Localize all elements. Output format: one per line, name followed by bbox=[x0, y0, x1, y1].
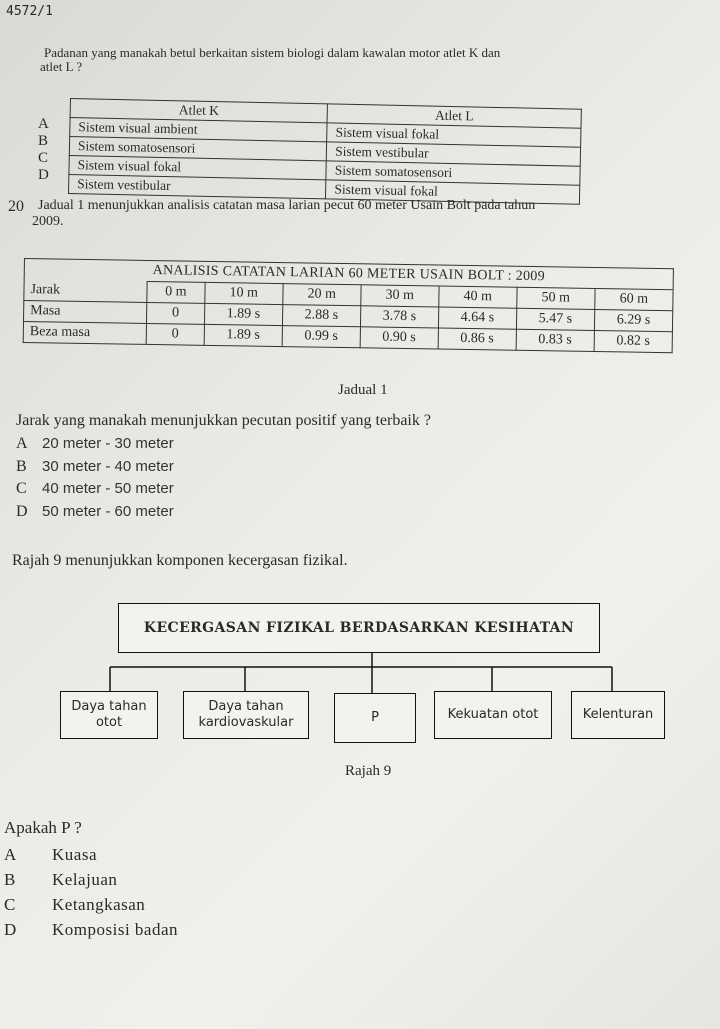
diagram-daya-tahan-otot: Daya tahan otot bbox=[60, 691, 158, 739]
q19-cell-c-l: Sistem somatosensori bbox=[326, 161, 580, 185]
q22-option-a[interactable] bbox=[4, 842, 178, 867]
q21-intro: Rajah 9 menunjukkan komponen kecergasan fizikal. bbox=[12, 552, 348, 569]
q20-beza-1: 1.89 s bbox=[204, 324, 282, 346]
q22-options bbox=[4, 842, 178, 942]
q22-option-c-text: Ketangkasan bbox=[52, 895, 146, 914]
q22-option-b[interactable] bbox=[4, 867, 178, 892]
q20-row-masa-label: Masa bbox=[24, 301, 147, 324]
q20-table-title: ANALISIS CATATAN LARIAN 60 METER USAIN BOLT : 2009 bbox=[24, 259, 673, 290]
q22-option-d-letter: D bbox=[4, 920, 17, 939]
q19-cell-b-k: Sistem somatosensori bbox=[69, 137, 327, 161]
q20-beza-4: 0.86 s bbox=[438, 328, 516, 350]
q20-masa-6: 6.29 s bbox=[594, 309, 673, 331]
q19-table bbox=[68, 98, 582, 205]
q20-masa-1: 1.89 s bbox=[204, 303, 282, 325]
q19-cell-a-l: Sistem visual fokal bbox=[327, 123, 581, 147]
q20-option-b[interactable] bbox=[16, 456, 174, 479]
q19-header-atlet-k: Atlet K bbox=[70, 99, 328, 123]
q20-option-c-text: 40 meter - 50 meter bbox=[42, 480, 174, 497]
q20-question: Jarak yang manakah menunjukkan pecutan positif yang terbaik ? bbox=[16, 412, 431, 429]
q20-text-line2: 2009. bbox=[32, 214, 64, 229]
q20-jarak-5: 50 m bbox=[517, 287, 595, 309]
q19-intro bbox=[40, 45, 664, 74]
q19-letter-a: A bbox=[38, 116, 49, 132]
q20-beza-3: 0.90 s bbox=[360, 327, 438, 349]
q19-letter-b: B bbox=[38, 133, 49, 149]
q20-option-a-letter: A bbox=[16, 435, 28, 452]
q22-option-b-text: Kelajuan bbox=[52, 870, 118, 889]
q20-option-c[interactable] bbox=[16, 478, 174, 501]
q19-cell-c-k: Sistem visual fokal bbox=[69, 155, 327, 179]
q20-options bbox=[16, 433, 174, 523]
q19-cell-b-l: Sistem vestibular bbox=[327, 142, 581, 166]
q20-option-b-letter: B bbox=[16, 457, 27, 475]
q19-cell-a-k: Sistem visual ambient bbox=[70, 118, 328, 142]
q20-option-d[interactable] bbox=[16, 501, 174, 524]
q20-number: 20 bbox=[8, 198, 24, 215]
q20-beza-6: 0.82 s bbox=[594, 330, 673, 352]
q20-table-caption: Jadual 1 bbox=[338, 382, 388, 398]
q22-question: Apakah P ? bbox=[4, 818, 82, 837]
q22-option-a-letter: A bbox=[4, 845, 17, 864]
q21-diagram bbox=[0, 595, 720, 765]
q19-intro-line1: Padanan yang manakah betul berkaitan sistem biologi dalam kawalan motor atlet K dan bbox=[44, 45, 501, 60]
q20-text-line1: Jadual 1 menunjukkan analisis catatan masa larian pecut 60 meter Usain Bolt pada tahun bbox=[38, 198, 536, 213]
q20-option-a[interactable] bbox=[16, 433, 174, 456]
q20-jarak-2: 20 m bbox=[283, 284, 361, 306]
q20-option-d-text: 50 meter - 60 meter bbox=[42, 502, 174, 520]
page-code: 4572/1 bbox=[6, 4, 53, 19]
q20-masa-4: 4.64 s bbox=[438, 307, 516, 329]
q21-caption: Rajah 9 bbox=[345, 763, 392, 779]
q22-option-b-letter: B bbox=[4, 870, 16, 889]
q20-table bbox=[23, 258, 674, 353]
diagram-kekuatan-otot: Kekuatan otot bbox=[434, 691, 552, 739]
diagram-p: P bbox=[334, 693, 416, 743]
q20-masa-2: 2.88 s bbox=[282, 305, 360, 327]
q19-letter-c: C bbox=[38, 150, 49, 166]
q20-option-b-text: 30 meter - 40 meter bbox=[42, 457, 174, 475]
q20-row-beza-label: Beza masa bbox=[23, 322, 146, 345]
q20-text bbox=[32, 198, 678, 230]
q20-jarak-6: 60 m bbox=[595, 288, 674, 310]
q22-option-d-text: Komposisi badan bbox=[52, 920, 179, 939]
q20-jarak-3: 30 m bbox=[361, 285, 439, 307]
diagram-kelenturan: Kelenturan bbox=[571, 691, 665, 739]
q20-masa-5: 5.47 s bbox=[516, 308, 594, 330]
q20-jarak-4: 40 m bbox=[439, 286, 517, 308]
q19-cell-d-l: Sistem visual fokal bbox=[326, 180, 580, 204]
q22-option-a-text: Kuasa bbox=[52, 845, 97, 864]
q20-jarak-0: 0 m bbox=[147, 281, 205, 303]
q19-letter-d: D bbox=[38, 167, 49, 183]
q19-cell-d-k: Sistem vestibular bbox=[68, 174, 326, 198]
diagram-root: KECERGASAN FIZIKAL BERDASARKAN KESIHATAN bbox=[118, 603, 600, 653]
q20-option-c-letter: C bbox=[16, 480, 27, 497]
q20-masa-3: 3.78 s bbox=[360, 306, 438, 328]
q20-beza-0: 0 bbox=[146, 323, 204, 345]
q22-option-c[interactable] bbox=[4, 892, 178, 917]
q20-jarak-1: 10 m bbox=[205, 282, 283, 304]
q19-header-atlet-l: Atlet L bbox=[327, 104, 581, 128]
q20-masa-0: 0 bbox=[147, 302, 205, 324]
q22-option-d[interactable] bbox=[4, 917, 178, 942]
q20-row-jarak-label: Jarak bbox=[24, 280, 147, 303]
q19-intro-line2: atlet L ? bbox=[40, 59, 83, 74]
q19-option-letters bbox=[38, 102, 49, 184]
diagram-daya-tahan-kardiovaskular: Daya tahan kardiovaskular bbox=[183, 691, 309, 739]
q22-option-c-letter: C bbox=[4, 895, 16, 914]
q20-beza-2: 0.99 s bbox=[282, 326, 360, 348]
q20-option-a-text: 20 meter - 30 meter bbox=[42, 435, 174, 452]
q20-option-d-letter: D bbox=[16, 502, 28, 520]
q20-beza-5: 0.83 s bbox=[516, 329, 594, 351]
